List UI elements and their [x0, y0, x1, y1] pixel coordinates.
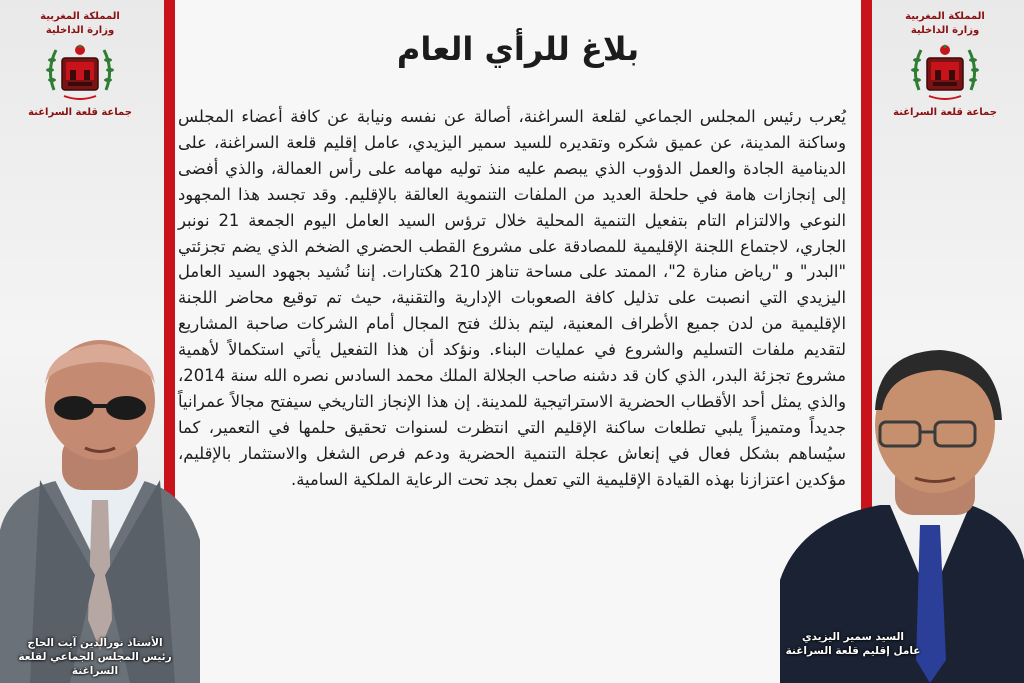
emblem-right	[870, 10, 1020, 120]
municipal-crest-icon	[909, 40, 981, 104]
communique-body: يُعرب رئيس المجلس الجماعي لقلعة السراغنة، أصالة عن نفسه ونيابة عن كافة أعضاء المجلس وساكنة المدينة، عن عميق شكره وتقديره للسيد سمير اليزيدي، عامل إقليم قلعة السراغنة، على الدينامية الجادة والعمل الدؤوب الذي يبصم عليه منذ توليه مهامه على رأس العمالة، والذي أفضى إلى إنجازات هامة في حلحلة العديد من الملفات التنموية العالقة بالإقليم. وقد تجسد هذا المجهود النوعي والالتزام التام بتفعيل التنمية المحلية خلال ترؤس السيد العامل اليوم الجمعة 21 نونبر الجاري، لاجتماع اللجنة الإقليمية للمصادقة على مشروع القطب الحضري الضخم الذي يضم تجزئتي "البدر" و "رياض منارة 2"، الممتد على مساحة تناهز 210 هكتارات. إننا نُشيد بجهود السيد العامل اليزيدي التي انصبت على تذليل كافة الصعوبات الإدارية والتقنية، حيث تم توقيع محاضر اللجنة الإقليمية من لدن جميع الأطراف المعنية، ليتم بذلك فتح المجال أمام الشركات صاحبة المشاريع لتقديم ملفات التسليم والشروع في عمليات البناء. ونؤكد أن هذا التفعيل يأتي استكمالاً لأهمية مشروع تجزئة البدر، الذي كان قد دشنه صاحب الجلالة الملك محمد السادس نصره الله سنة 2014، والذي يمثل أحد الأقطاب الحضرية الاستراتيجية للمدينة. إن هذا الإنجاز التاريخي سيفتح مجالاً عمرانياً جديداً ومتميزاً يلبي تطلعات ساكنة الإقليم التي انتظرت لسنوات تحقيق حلمها في التعمير، كما سيُساهم بشكل فعال في إنعاش عجلة التنمية الحضرية ودعم فرص الشغل والاستثمار بالإقليم، مؤكدين اعتزازنا بهذه القيادة الإقليمية التي تعمل بجد تحت الرعاية الملكية السامية.	[178, 107, 846, 489]
caption-right-role: عامل إقليم قلعة السراغنة	[785, 645, 921, 657]
municipal-crest-icon	[44, 40, 116, 104]
caption-right-name: السيد سمير اليزيدي	[801, 631, 905, 643]
emblem-left-ministry: وزارة الداخلية	[45, 25, 115, 36]
emblem-right-ministry: وزارة الداخلية	[910, 25, 980, 36]
emblem-right-kingdom: المملكة المغربية	[905, 11, 985, 22]
caption-governor	[778, 630, 928, 658]
caption-council-president	[0, 636, 190, 678]
caption-left-name: الأستاذ نورالدين آيت الحاج	[27, 637, 163, 649]
portrait-council-president	[0, 330, 200, 683]
emblem-left-commune: جماعة قلعة السراغنة	[28, 107, 132, 118]
emblem-right-commune: جماعة قلعة السراغنة	[893, 107, 997, 118]
emblem-left	[5, 10, 155, 120]
emblem-left-kingdom: المملكة المغربية	[40, 11, 120, 22]
caption-left-role: رئيس المجلس الجماعي لقلعة السراغنة	[18, 651, 172, 677]
page-title: بلاغ للرأي العام	[396, 30, 640, 68]
